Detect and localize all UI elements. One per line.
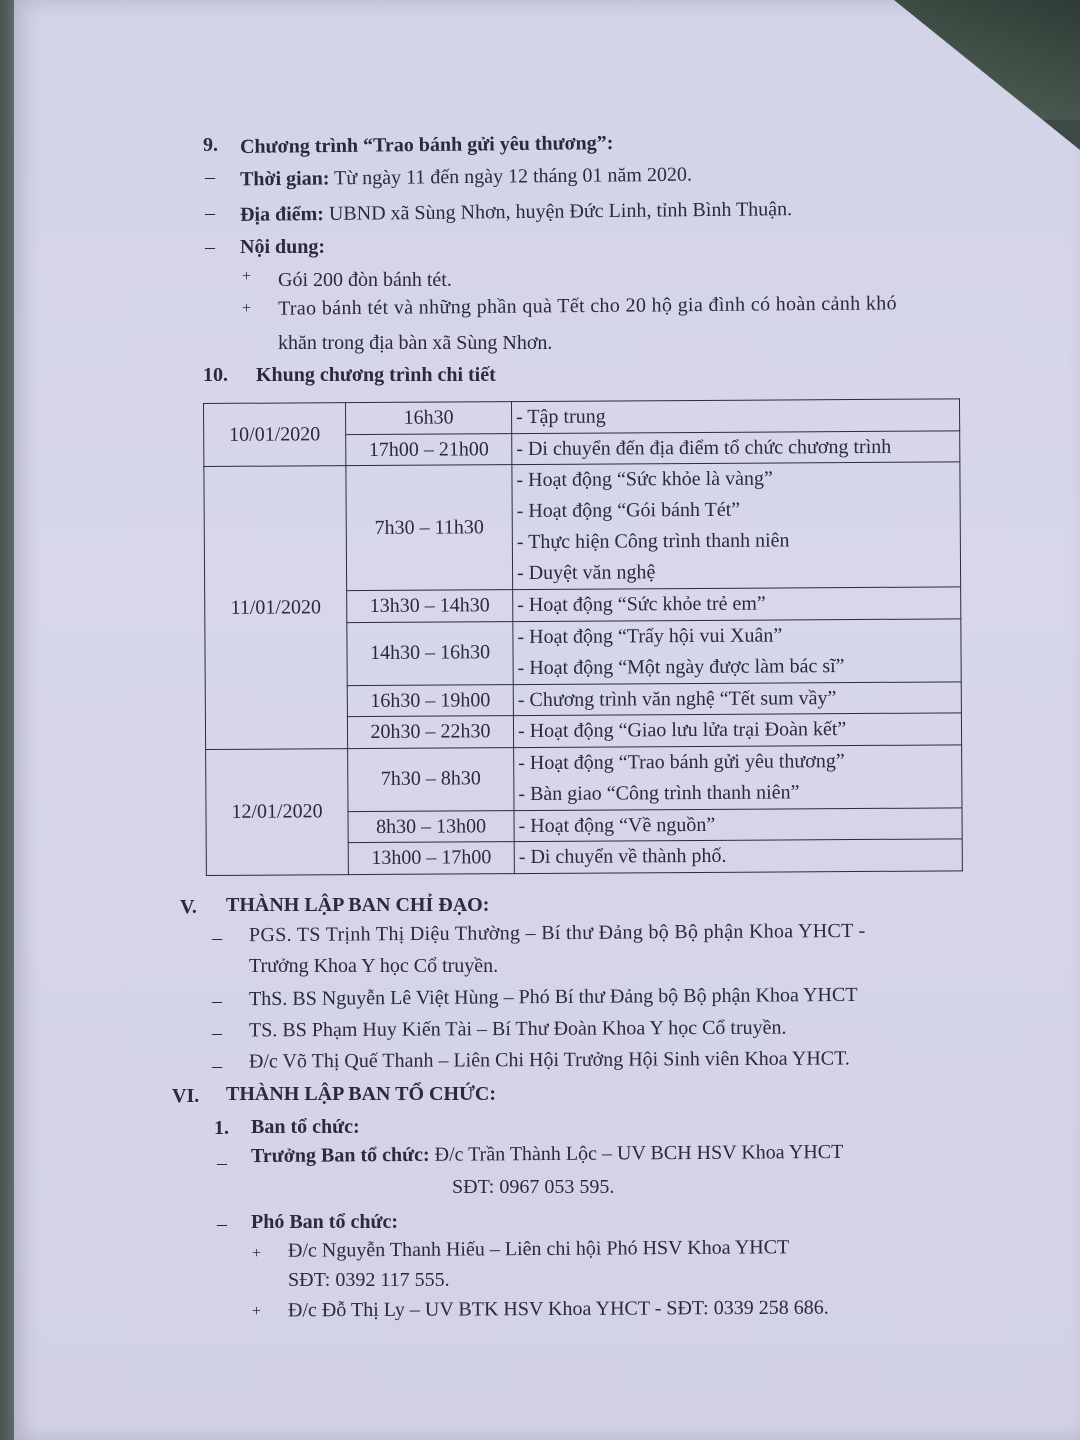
dash-bullet: –	[212, 927, 222, 949]
schedule-table	[203, 398, 963, 875]
sec9-item2-line1: Trao bánh tét và những phần quà Tết cho 20 hộ gia đình có hoàn cảnh khó	[277, 292, 897, 320]
secVI-deputy-label: Phó Ban tổ chức:	[251, 1211, 399, 1233]
table-row	[204, 462, 961, 592]
activity-line: - Hoạt động “Trao bánh gửi yêu thương”	[518, 749, 845, 774]
activity-cell: - Tập trung	[511, 399, 959, 433]
sec9-title: Chương trình “Trao bánh gửi yêu thương”:	[239, 132, 614, 158]
secV-member2: ThS. BS Nguyễn Lê Việt Hùng – Phó Bí thư Đảng bộ Bộ phận Khoa YHCT	[248, 983, 858, 1011]
time-cell: 13h00 – 17h00	[348, 842, 514, 875]
secV-member3: TS. BS Phạm Huy Kiến Tài – Bí Thư Đoàn Khoa Y học Cổ truyền.	[248, 1016, 787, 1042]
sec9-number: 9.	[203, 134, 218, 156]
activity-line: - Hoạt động “Gói bánh Tét”	[516, 498, 741, 523]
activity-line: - Duyệt văn nghệ	[516, 561, 656, 585]
secVI-deputy1: Đ/c Nguyễn Thanh Hiếu – Liên chi hội Phó HSV Khoa YHCT	[287, 1236, 790, 1262]
dash-bullet: –	[205, 236, 215, 258]
activity-cell: - Hoạt động “Sức khỏe trẻ em”	[513, 587, 961, 621]
activity-cell: - Di chuyển về thành phố.	[514, 839, 962, 873]
sec9-place: Địa điểm: UBND xã Sùng Nhơn, huyện Đức Linh, tỉnh Bình Thuận.	[239, 198, 793, 226]
activity-cell	[512, 462, 961, 590]
time-cell: 16h30 – 19h00	[347, 684, 513, 717]
sec10-number: 10.	[203, 364, 228, 386]
activity-cell: - Hoạt động “Về nguồn”	[514, 807, 962, 841]
activity-cell: - Di chuyển đến địa điểm tổ chức chương trình	[512, 430, 960, 464]
sec10-title: Khung chương trình chi tiết	[256, 364, 496, 386]
plus-bullet: +	[252, 1303, 262, 1320]
activity-cell	[514, 744, 962, 810]
dash-bullet: –	[217, 1213, 227, 1235]
activity-line: - Thực hiện Công trình thanh niên	[516, 529, 790, 554]
secV-member4: Đ/c Võ Thị Quế Thanh – Liên Chi Hội Trưởng Hội Sinh viên Khoa YHCT.	[248, 1047, 850, 1073]
secVI-title: THÀNH LẬP BAN TỔ CHỨC:	[226, 1083, 497, 1105]
time-cell: 14h30 – 16h30	[347, 621, 513, 685]
dash-bullet: –	[212, 1055, 222, 1077]
time-cell: 16h30	[346, 402, 512, 435]
secV-number: V.	[180, 896, 197, 918]
time-cell: 7h30 – 11h30	[346, 465, 513, 591]
date-cell: 10/01/2020	[204, 403, 346, 467]
secVI-head: Trưởng Ban tổ chức: Đ/c Trần Thành Lộc – UV BCH HSV Khoa YHCT	[250, 1140, 844, 1168]
plus-bullet: +	[252, 1245, 262, 1262]
dash-bullet: –	[205, 202, 215, 224]
secV-member1-line1: PGS. TS Trịnh Thị Diệu Thường – Bí thư Đảng bộ Bộ phận Khoa YHCT -	[248, 919, 866, 947]
secVI-head-phone: SĐT: 0967 053 595.	[452, 1176, 615, 1198]
date-cell: 12/01/2020	[206, 748, 349, 875]
time-cell: 8h30 – 13h00	[348, 810, 514, 843]
secV-title: THÀNH LẬP BAN CHỈ ĐẠO:	[226, 894, 490, 916]
activity-line: - Hoạt động “Một ngày được làm bác sĩ”	[517, 654, 845, 679]
sec9-item2-line2: khăn trong địa bàn xã Sùng Nhơn.	[278, 332, 553, 354]
secVI-number: VI.	[172, 1085, 200, 1107]
date-cell: 11/01/2020	[204, 466, 348, 749]
table-row	[204, 399, 960, 435]
secV-member1-line2: Trưởng Khoa Y học Cổ truyền.	[249, 955, 499, 977]
secVI-deputy2: Đ/c Đỗ Thị Ly – UV BTK HSV Khoa YHCT - SĐT: 0339 258 686.	[287, 1296, 829, 1322]
secVI-deputy1-phone: SĐT: 0392 117 555.	[288, 1269, 450, 1291]
sec9-time: Thời gian: Từ ngày 11 đến ngày 12 tháng 01 năm 2020.	[239, 163, 692, 191]
secVI-sub-title: Ban tổ chức:	[251, 1116, 360, 1138]
table-row	[206, 744, 962, 812]
activity-cell: - Hoạt động “Giao lưu lửa trại Đoàn kết”	[513, 713, 961, 747]
activity-line: - Hoạt động “Trẩy hội vui Xuân”	[517, 623, 783, 648]
plus-bullet: +	[242, 300, 252, 317]
activity-cell	[513, 618, 961, 684]
dash-bullet: –	[217, 1152, 227, 1174]
sec9-item1: Gói 200 đòn bánh tét.	[278, 269, 452, 291]
activity-line: - Bàn giao “Công trình thanh niên”	[518, 780, 800, 805]
dash-bullet: –	[212, 990, 222, 1012]
dash-bullet: –	[205, 166, 215, 188]
time-cell: 17h00 – 21h00	[346, 433, 512, 466]
sec9-content-label: Nội dung:	[240, 236, 326, 258]
plus-bullet: +	[242, 268, 252, 285]
time-cell: 7h30 – 8h30	[348, 747, 514, 811]
activity-line: - Hoạt động “Sức khỏe là vàng”	[516, 467, 773, 492]
activity-cell: - Chương trình văn nghệ “Tết sum vầy”	[513, 681, 961, 715]
time-cell: 13h30 – 14h30	[347, 590, 513, 623]
secVI-sub-number: 1.	[214, 1117, 229, 1139]
time-cell: 20h30 – 22h30	[347, 716, 513, 749]
dash-bullet: –	[212, 1022, 222, 1044]
